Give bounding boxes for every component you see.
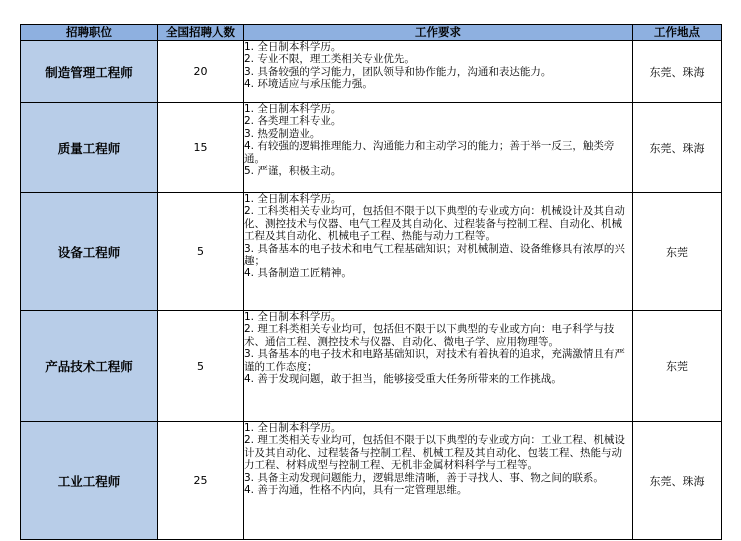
recruitment-table bbox=[20, 24, 722, 540]
requirement-item: 4. 具备制造工匠精神。 bbox=[244, 267, 352, 280]
location-cell: 东莞、珠海 bbox=[633, 422, 722, 540]
count-cell: 15 bbox=[158, 103, 244, 193]
position-cell: 质量工程师 bbox=[21, 103, 158, 193]
location-cell: 东莞、珠海 bbox=[633, 103, 722, 193]
requirement-item: 4. 善于沟通，性格不内向，具有一定管理思维。 bbox=[244, 484, 468, 497]
location-cell: 东莞、珠海 bbox=[633, 41, 722, 103]
requirement-item: 2. 专业不限，理工类相关专业优先。 bbox=[244, 53, 415, 66]
requirements-cell bbox=[244, 41, 633, 103]
requirement-item: 1. 全日制本科学历。 bbox=[244, 103, 342, 115]
position-cell: 工业工程师 bbox=[21, 422, 158, 540]
requirement-item: 2. 理工科类相关专业均可，包括但不限于以下典型的专业或方向：电子科学与技术、通信工程、测控技术与仪器、自动化、微电子学、应用物理等。 bbox=[244, 323, 615, 348]
requirement-item: 2. 理工类相关专业均可，包括但不限于以下典型的专业或方向：工业工程、机械设计及其自动化、过程装备与控制工程、机械工程及其自动化、包装工程、热能与动力工程、材料成型与控制工程、无机非金属材料科学与工程等。 bbox=[244, 434, 625, 472]
requirements-cell bbox=[244, 311, 633, 422]
table-row bbox=[21, 193, 722, 311]
requirement-item: 3. 具备基本的电子技术和电气工程基础知识；对机械制造、设备维修具有浓厚的兴趣； bbox=[244, 242, 625, 268]
table-row bbox=[21, 41, 722, 103]
requirements-cell bbox=[244, 193, 633, 311]
requirement-item: 3. 具备较强的学习能力，团队领导和协作能力，沟通和表达能力。 bbox=[244, 65, 552, 78]
count-cell: 5 bbox=[158, 193, 244, 311]
table-row bbox=[21, 103, 722, 193]
requirements-cell bbox=[244, 422, 633, 540]
requirement-item: 1. 全日制本科学历。 bbox=[244, 311, 342, 323]
requirement-item: 4. 有较强的逻辑推理能力、沟通能力和主动学习的能力；善于举一反三，触类旁通。 bbox=[244, 140, 615, 165]
location-cell: 东莞 bbox=[633, 311, 722, 422]
count-cell: 5 bbox=[158, 311, 244, 422]
requirement-item: 3. 热爱制造业。 bbox=[244, 127, 321, 140]
requirement-item: 1. 全日制本科学历。 bbox=[244, 193, 342, 205]
count-cell: 20 bbox=[158, 41, 244, 103]
requirements-cell bbox=[244, 103, 633, 193]
table-row bbox=[21, 311, 722, 422]
requirement-item: 1. 全日制本科学历。 bbox=[244, 422, 342, 434]
header-count: 全国招聘人数 bbox=[158, 25, 244, 41]
requirement-item: 2. 各类理工科专业。 bbox=[244, 115, 342, 128]
table-row bbox=[21, 422, 722, 540]
header-position: 招聘职位 bbox=[21, 25, 158, 41]
header-row bbox=[21, 25, 722, 41]
requirement-item: 3. 具备基本的电子技术和电路基础知识，对技术有着执着的追求，充满激情且有严谨的工作态度； bbox=[244, 348, 625, 373]
requirement-item: 3. 具备主动发现问题能力，逻辑思维清晰，善于寻找人、事、物之间的联系。 bbox=[244, 471, 604, 484]
count-cell: 25 bbox=[158, 422, 244, 540]
requirement-item: 4. 善于发现问题，敢于担当，能够接受重大任务所带来的工作挑战。 bbox=[244, 373, 562, 386]
requirement-item: 4. 环境适应与承压能力强。 bbox=[244, 78, 373, 91]
requirement-item: 2. 工科类相关专业均可，包括但不限于以下典型的专业或方向：机械设计及其自动化、测控技术与仪器、电气工程及其自动化、过程装备与控制工程、自动化、机械工程及其自动化、机械电子工程、热能与动力工程等。 bbox=[244, 205, 625, 243]
requirement-item: 5. 严谨，积极主动。 bbox=[244, 165, 342, 178]
requirement-item: 1. 全日制本科学历。 bbox=[244, 41, 342, 53]
header-location: 工作地点 bbox=[633, 25, 722, 41]
location-cell: 东莞 bbox=[633, 193, 722, 311]
position-cell: 制造管理工程师 bbox=[21, 41, 158, 103]
position-cell: 产品技术工程师 bbox=[21, 311, 158, 422]
position-cell: 设备工程师 bbox=[21, 193, 158, 311]
header-requirements: 工作要求 bbox=[244, 25, 633, 41]
